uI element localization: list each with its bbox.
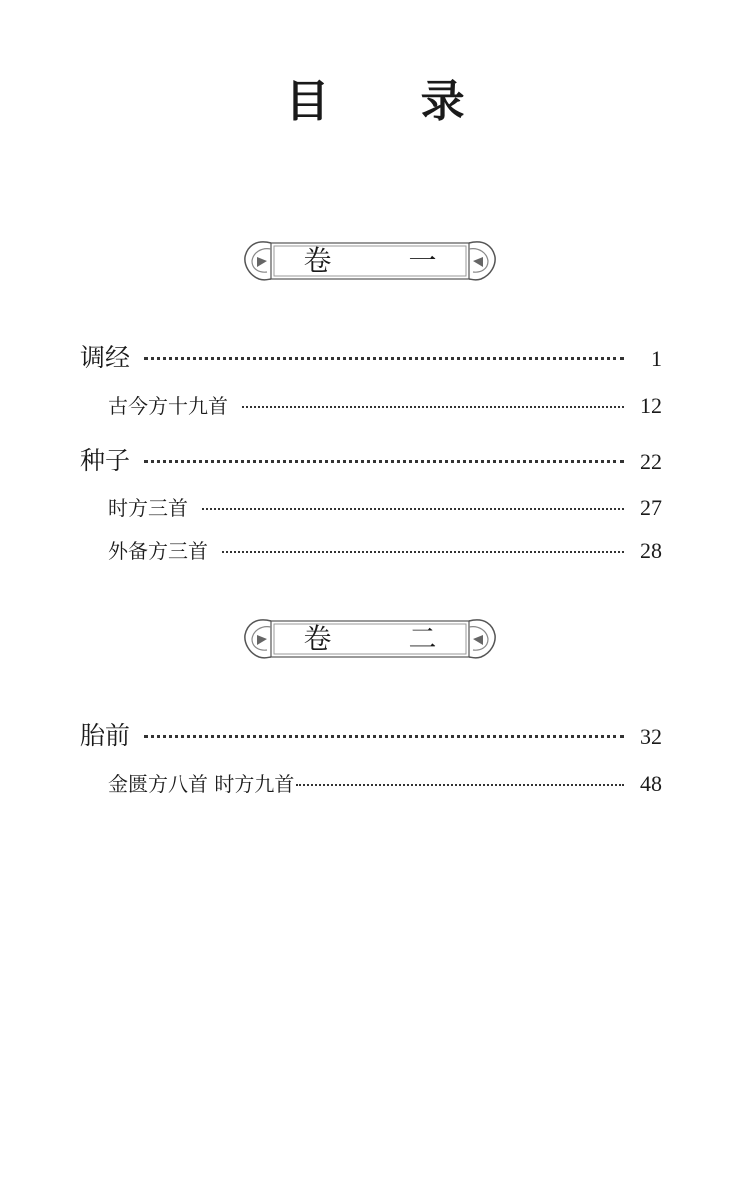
page-title: 目 录 bbox=[285, 76, 503, 127]
volume-banner-1 bbox=[241, 237, 499, 285]
toc-entry-level-1[interactable] bbox=[80, 716, 662, 750]
toc-entry-title: 时方三首 bbox=[108, 496, 188, 520]
toc-entry-page: 12 bbox=[640, 393, 662, 418]
toc-entry-level-1[interactable] bbox=[80, 441, 662, 475]
leader-dots bbox=[144, 733, 624, 738]
toc-entry-title: 种子 bbox=[80, 446, 131, 475]
toc-entry-level-2[interactable] bbox=[80, 492, 662, 522]
volume-label: 卷 一 bbox=[303, 244, 471, 277]
toc-entry-title: 外备方三首 bbox=[108, 539, 208, 563]
toc-entry-level-2[interactable] bbox=[80, 768, 662, 798]
leader-dots bbox=[242, 404, 624, 408]
leader-dots bbox=[144, 458, 624, 463]
volume-banner-2 bbox=[241, 615, 499, 663]
toc-entry-title: 金匮方八首 时方九首 bbox=[108, 772, 295, 796]
leader-dots bbox=[202, 506, 624, 510]
toc-entry-page: 28 bbox=[640, 538, 662, 563]
leader-dots bbox=[144, 355, 624, 360]
toc-entry-page: 1 bbox=[651, 346, 662, 371]
toc-entry-title: 调经 bbox=[80, 343, 131, 372]
volume-label: 卷 二 bbox=[303, 622, 471, 655]
toc-entry-page: 32 bbox=[640, 724, 662, 749]
toc-entry-level-2[interactable] bbox=[80, 535, 662, 565]
toc-entry-level-2[interactable] bbox=[80, 390, 662, 420]
toc-entry-level-1[interactable] bbox=[80, 338, 662, 372]
leader-dots bbox=[296, 782, 624, 786]
toc-entry-page: 27 bbox=[640, 495, 662, 520]
toc-entry-title: 胎前 bbox=[80, 721, 131, 750]
leader-dots bbox=[222, 549, 624, 553]
toc-entry-title: 古今方十九首 bbox=[108, 394, 228, 418]
toc-entry-page: 48 bbox=[640, 771, 662, 796]
toc-entry-page: 22 bbox=[640, 449, 662, 474]
